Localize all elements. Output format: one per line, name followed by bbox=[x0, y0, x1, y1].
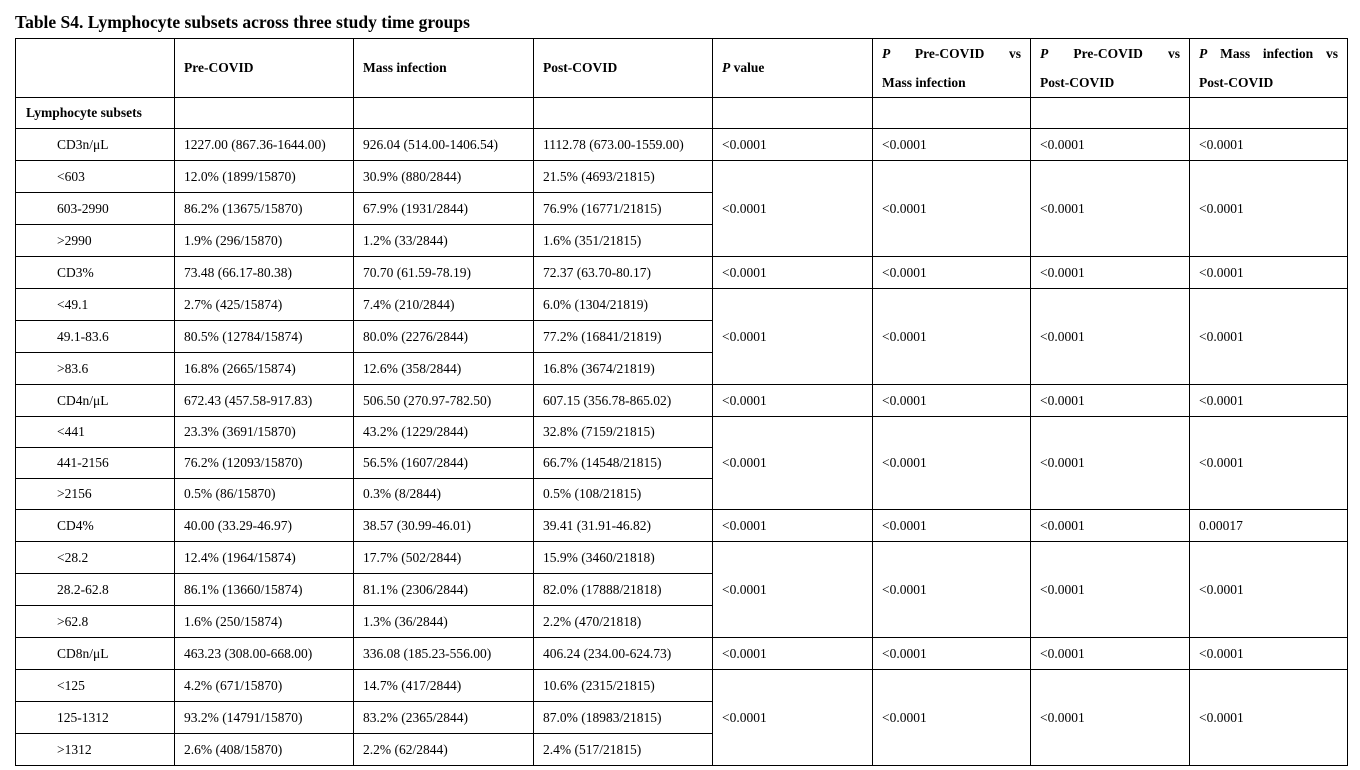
post-covid-cell: 39.41 (31.91-46.82) bbox=[534, 510, 713, 542]
mass-infection-cell: 56.5% (1607/2844) bbox=[354, 448, 534, 479]
p-pre-vs-post-cell: <0.0001 bbox=[1031, 638, 1190, 670]
mass-infection-cell: 14.7% (417/2844) bbox=[354, 670, 534, 702]
mass-infection-cell: 67.9% (1931/2844) bbox=[354, 193, 534, 225]
row-label: >2990 bbox=[16, 225, 175, 257]
p-value-cell: <0.0001 bbox=[713, 670, 873, 766]
pre-covid-cell: 12.0% (1899/15870) bbox=[175, 161, 354, 193]
pre-covid-cell: 2.6% (408/15870) bbox=[175, 734, 354, 766]
post-covid-cell: 1.6% (351/21815) bbox=[534, 225, 713, 257]
pre-covid-cell: 76.2% (12093/15870) bbox=[175, 448, 354, 479]
post-covid-cell: 2.4% (517/21815) bbox=[534, 734, 713, 766]
mass-infection-cell: 1.3% (36/2844) bbox=[354, 606, 534, 638]
p-pre-vs-post-cell: <0.0001 bbox=[1031, 289, 1190, 385]
pre-covid-cell: 12.4% (1964/15874) bbox=[175, 542, 354, 574]
table-row bbox=[16, 638, 1348, 670]
p-pre-vs-mass-cell: <0.0001 bbox=[873, 257, 1031, 289]
row-label: >2156 bbox=[16, 479, 175, 510]
post-covid-cell: 16.8% (3674/21819) bbox=[534, 353, 713, 385]
mass-infection-cell: 17.7% (502/2844) bbox=[354, 542, 534, 574]
p-value-cell: <0.0001 bbox=[713, 385, 873, 417]
header-post-covid: Post-COVID bbox=[534, 39, 713, 98]
p-pre-vs-post-cell: <0.0001 bbox=[1031, 129, 1190, 161]
p-value-cell: <0.0001 bbox=[713, 161, 873, 257]
p-pre-vs-post-cell: <0.0001 bbox=[1031, 417, 1190, 510]
pre-covid-cell: 73.48 (66.17-80.38) bbox=[175, 257, 354, 289]
row-label: >62.8 bbox=[16, 606, 175, 638]
p-value-cell: <0.0001 bbox=[713, 417, 873, 510]
pre-covid-cell: 86.1% (13660/15874) bbox=[175, 574, 354, 606]
row-label: CD3% bbox=[16, 257, 175, 289]
pre-covid-cell: 0.5% (86/15870) bbox=[175, 479, 354, 510]
pre-covid-cell: 93.2% (14791/15870) bbox=[175, 702, 354, 734]
table-row bbox=[16, 510, 1348, 542]
mass-infection-cell: 0.3% (8/2844) bbox=[354, 479, 534, 510]
mass-infection-cell: 38.57 (30.99-46.01) bbox=[354, 510, 534, 542]
row-label: <125 bbox=[16, 670, 175, 702]
header-p-mass-vs-post: P Mass infection vs Post-COVID bbox=[1190, 39, 1348, 98]
section-row bbox=[16, 98, 1348, 129]
post-covid-cell: 66.7% (14548/21815) bbox=[534, 448, 713, 479]
pre-covid-cell: 80.5% (12784/15874) bbox=[175, 321, 354, 353]
pre-covid-cell: 463.23 (308.00-668.00) bbox=[175, 638, 354, 670]
row-label: <603 bbox=[16, 161, 175, 193]
p-mass-vs-post-cell: 0.00017 bbox=[1190, 510, 1348, 542]
row-label: <28.2 bbox=[16, 542, 175, 574]
mass-infection-cell: 70.70 (61.59-78.19) bbox=[354, 257, 534, 289]
mass-infection-cell: 926.04 (514.00-1406.54) bbox=[354, 129, 534, 161]
section-label: Lymphocyte subsets bbox=[16, 98, 175, 129]
p-value-cell: <0.0001 bbox=[713, 638, 873, 670]
p-mass-vs-post-cell: <0.0001 bbox=[1190, 257, 1348, 289]
p-pre-vs-post-cell: <0.0001 bbox=[1031, 542, 1190, 638]
post-covid-cell: 406.24 (234.00-624.73) bbox=[534, 638, 713, 670]
pre-covid-cell: 2.7% (425/15874) bbox=[175, 289, 354, 321]
row-label: 28.2-62.8 bbox=[16, 574, 175, 606]
pre-covid-cell: 672.43 (457.58-917.83) bbox=[175, 385, 354, 417]
mass-infection-cell: 43.2% (1229/2844) bbox=[354, 417, 534, 448]
pre-covid-cell: 86.2% (13675/15870) bbox=[175, 193, 354, 225]
p-value-cell: <0.0001 bbox=[713, 257, 873, 289]
p-pre-vs-mass-cell: <0.0001 bbox=[873, 510, 1031, 542]
table-row bbox=[16, 289, 1348, 321]
header-row bbox=[16, 39, 1348, 98]
row-label: >1312 bbox=[16, 734, 175, 766]
p-pre-vs-mass-cell: <0.0001 bbox=[873, 129, 1031, 161]
mass-infection-cell: 12.6% (358/2844) bbox=[354, 353, 534, 385]
row-label: 125-1312 bbox=[16, 702, 175, 734]
mass-infection-cell: 1.2% (33/2844) bbox=[354, 225, 534, 257]
mass-infection-cell: 7.4% (210/2844) bbox=[354, 289, 534, 321]
p-pre-vs-mass-cell: <0.0001 bbox=[873, 638, 1031, 670]
header-p-value: P value bbox=[713, 39, 873, 98]
lymphocyte-table bbox=[15, 38, 1348, 766]
p-pre-vs-mass-cell: <0.0001 bbox=[873, 417, 1031, 510]
row-label: 603-2990 bbox=[16, 193, 175, 225]
p-pre-vs-mass-cell: <0.0001 bbox=[873, 161, 1031, 257]
p-pre-vs-post-cell: <0.0001 bbox=[1031, 670, 1190, 766]
row-label: >83.6 bbox=[16, 353, 175, 385]
p-mass-vs-post-cell: <0.0001 bbox=[1190, 542, 1348, 638]
mass-infection-cell: 336.08 (185.23-556.00) bbox=[354, 638, 534, 670]
p-pre-vs-post-cell: <0.0001 bbox=[1031, 510, 1190, 542]
p-pre-vs-post-cell: <0.0001 bbox=[1031, 257, 1190, 289]
pre-covid-cell: 40.00 (33.29-46.97) bbox=[175, 510, 354, 542]
p-mass-vs-post-cell: <0.0001 bbox=[1190, 417, 1348, 510]
row-label: CD4% bbox=[16, 510, 175, 542]
table-row bbox=[16, 385, 1348, 417]
mass-infection-cell: 506.50 (270.97-782.50) bbox=[354, 385, 534, 417]
post-covid-cell: 2.2% (470/21818) bbox=[534, 606, 713, 638]
header-empty bbox=[16, 39, 175, 98]
post-covid-cell: 32.8% (7159/21815) bbox=[534, 417, 713, 448]
table-row bbox=[16, 129, 1348, 161]
mass-infection-cell: 83.2% (2365/2844) bbox=[354, 702, 534, 734]
mass-infection-cell: 80.0% (2276/2844) bbox=[354, 321, 534, 353]
row-label: CD3n/μL bbox=[16, 129, 175, 161]
p-pre-vs-mass-cell: <0.0001 bbox=[873, 542, 1031, 638]
p-mass-vs-post-cell: <0.0001 bbox=[1190, 670, 1348, 766]
row-label: CD4n/μL bbox=[16, 385, 175, 417]
table-row bbox=[16, 417, 1348, 448]
header-pre-covid: Pre-COVID bbox=[175, 39, 354, 98]
table-body bbox=[16, 98, 1348, 766]
table-row bbox=[16, 257, 1348, 289]
post-covid-cell: 6.0% (1304/21819) bbox=[534, 289, 713, 321]
row-label: <49.1 bbox=[16, 289, 175, 321]
p-pre-vs-mass-cell: <0.0001 bbox=[873, 289, 1031, 385]
p-value-cell: <0.0001 bbox=[713, 129, 873, 161]
post-covid-cell: 0.5% (108/21815) bbox=[534, 479, 713, 510]
mass-infection-cell: 2.2% (62/2844) bbox=[354, 734, 534, 766]
p-mass-vs-post-cell: <0.0001 bbox=[1190, 289, 1348, 385]
table-title: Table S4. Lymphocyte subsets across three study time groups bbox=[15, 12, 470, 32]
post-covid-cell: 77.2% (16841/21819) bbox=[534, 321, 713, 353]
p-value-cell: <0.0001 bbox=[713, 510, 873, 542]
p-mass-vs-post-cell: <0.0001 bbox=[1190, 161, 1348, 257]
pre-covid-cell: 16.8% (2665/15874) bbox=[175, 353, 354, 385]
table-row bbox=[16, 670, 1348, 702]
row-label: <441 bbox=[16, 417, 175, 448]
p-pre-vs-post-cell: <0.0001 bbox=[1031, 385, 1190, 417]
p-pre-vs-post-cell: <0.0001 bbox=[1031, 161, 1190, 257]
p-pre-vs-mass-cell: <0.0001 bbox=[873, 670, 1031, 766]
p-mass-vs-post-cell: <0.0001 bbox=[1190, 638, 1348, 670]
post-covid-cell: 10.6% (2315/21815) bbox=[534, 670, 713, 702]
row-label: 49.1-83.6 bbox=[16, 321, 175, 353]
post-covid-cell: 1112.78 (673.00-1559.00) bbox=[534, 129, 713, 161]
pre-covid-cell: 23.3% (3691/15870) bbox=[175, 417, 354, 448]
post-covid-cell: 21.5% (4693/21815) bbox=[534, 161, 713, 193]
p-mass-vs-post-cell: <0.0001 bbox=[1190, 385, 1348, 417]
post-covid-cell: 607.15 (356.78-865.02) bbox=[534, 385, 713, 417]
post-covid-cell: 87.0% (18983/21815) bbox=[534, 702, 713, 734]
header-p-pre-vs-post: P Pre-COVID vs Post-COVID bbox=[1031, 39, 1190, 98]
mass-infection-cell: 30.9% (880/2844) bbox=[354, 161, 534, 193]
row-label: CD8n/μL bbox=[16, 638, 175, 670]
pre-covid-cell: 1.9% (296/15870) bbox=[175, 225, 354, 257]
pre-covid-cell: 4.2% (671/15870) bbox=[175, 670, 354, 702]
p-value-cell: <0.0001 bbox=[713, 289, 873, 385]
post-covid-cell: 72.37 (63.70-80.17) bbox=[534, 257, 713, 289]
post-covid-cell: 76.9% (16771/21815) bbox=[534, 193, 713, 225]
p-mass-vs-post-cell: <0.0001 bbox=[1190, 129, 1348, 161]
table-row bbox=[16, 542, 1348, 574]
header-p-pre-vs-mass: P Pre-COVID vs Mass infection bbox=[873, 39, 1031, 98]
post-covid-cell: 15.9% (3460/21818) bbox=[534, 542, 713, 574]
pre-covid-cell: 1.6% (250/15874) bbox=[175, 606, 354, 638]
mass-infection-cell: 81.1% (2306/2844) bbox=[354, 574, 534, 606]
row-label: 441-2156 bbox=[16, 448, 175, 479]
post-covid-cell: 82.0% (17888/21818) bbox=[534, 574, 713, 606]
header-mass-infection: Mass infection bbox=[354, 39, 534, 98]
table-row bbox=[16, 161, 1348, 193]
p-value-cell: <0.0001 bbox=[713, 542, 873, 638]
pre-covid-cell: 1227.00 (867.36-1644.00) bbox=[175, 129, 354, 161]
p-pre-vs-mass-cell: <0.0001 bbox=[873, 385, 1031, 417]
